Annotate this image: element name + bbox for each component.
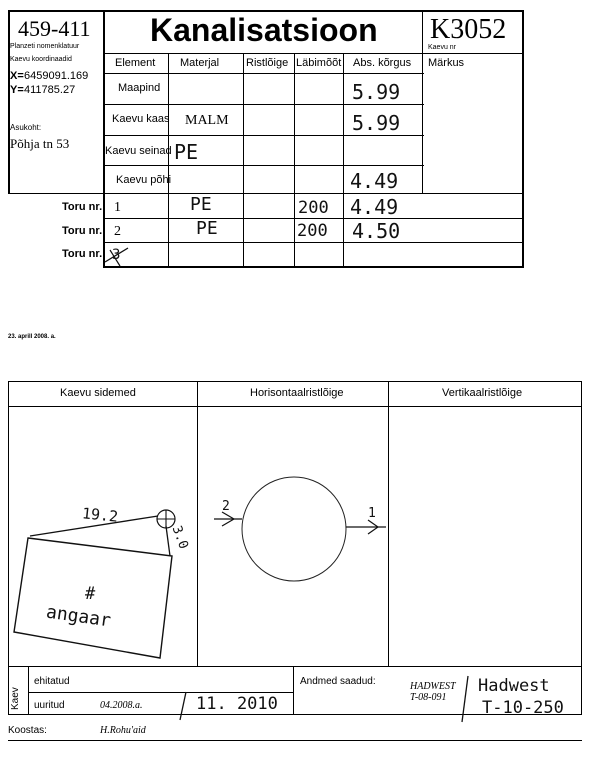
coords-label: Kaevu koordinaadid	[10, 56, 72, 63]
row-element: Kaevu seinad	[105, 145, 172, 157]
row-abs: 4.49	[350, 169, 399, 193]
pipe-label: Toru nr.	[62, 201, 103, 213]
pipe-nr: 2	[114, 224, 121, 239]
col-abs-korgus: Abs. kõrgus	[353, 57, 412, 69]
row-abs: 5.99	[352, 111, 401, 135]
date-note: 23. aprill 2008. a.	[8, 334, 56, 340]
panel-sidemed-title: Kaevu sidemed	[60, 387, 136, 399]
planzeti-value: 459-411	[18, 16, 91, 41]
uuritud-label: uuritud	[34, 700, 65, 711]
pipe-out-arrow	[346, 520, 386, 534]
kaevu-nr-value: K3052	[430, 14, 507, 45]
uuritud-value: 04.2008.a.	[100, 700, 143, 711]
x-label: X=	[10, 70, 24, 82]
koostas-label: Koostas:	[8, 725, 47, 736]
pipe-label: Toru nr.	[62, 248, 103, 260]
sketch-dist-2: 3.0	[168, 523, 191, 552]
col-markus: Märkus	[428, 57, 465, 69]
signature-2: T-10-250	[482, 698, 564, 718]
planzeti-label: Planzeti nomenklatuur	[10, 43, 80, 50]
y-label: Y=	[10, 84, 24, 96]
andmed-value-2: T-08-091	[410, 692, 447, 703]
koostas-value: H.Rohu'aid	[100, 725, 146, 736]
ehitatud-label: ehitatud	[34, 676, 70, 687]
asukoht-label: Asukoht:	[10, 123, 42, 132]
asukoht-value: Põhja tn 53	[10, 136, 70, 151]
pipe-labimoot: 200	[298, 198, 329, 218]
pipe-nr: 1	[114, 200, 121, 215]
pipe-abs: 4.50	[352, 219, 401, 243]
pipe-abs: 4.49	[350, 195, 399, 219]
pipe-in-arrow	[214, 512, 242, 526]
pipe-in-label: 2	[222, 499, 230, 514]
row-abs: 5.99	[352, 80, 401, 104]
manhole-circle	[242, 477, 346, 581]
kaev-label: Kaev	[10, 687, 21, 710]
pipe-out-label: 1	[368, 506, 376, 521]
panel-vertikaal-title: Vertikaalristlõige	[442, 387, 523, 399]
hand-slash	[462, 676, 468, 722]
page-title: Kanalisatsioon	[150, 12, 378, 48]
pipe-materjal: PE	[190, 194, 212, 215]
kaevu-nr-label: Kaevu nr	[428, 44, 457, 51]
pipe-nr: 3	[112, 247, 121, 263]
pipe-label: Toru nr.	[62, 225, 103, 237]
panel-horisontaal-title: Horisontaalristlõige	[250, 387, 344, 399]
row-element: Kaevu põhi	[116, 174, 172, 186]
row-materjal: MALM	[185, 113, 229, 128]
col-ristloige: Ristlõige	[246, 57, 289, 69]
hand-slash	[180, 692, 186, 720]
row-materjal: PE	[174, 140, 199, 164]
pipe-labimoot: 200	[297, 221, 328, 241]
col-labimoot: Läbimõõt	[296, 57, 342, 69]
uuritud-hand: 11. 2010	[196, 694, 278, 714]
building-label: angaar	[44, 601, 113, 632]
x-value: 6459091.169	[24, 70, 89, 82]
row-element: Kaevu kaas	[112, 113, 170, 125]
y-value: 411785.27	[24, 84, 76, 96]
andmed-label: Andmed saadud:	[300, 676, 376, 687]
signature-1: Hadwest	[478, 676, 550, 696]
building-mark: #	[85, 584, 96, 604]
sketch-dist-1: 19.2	[81, 504, 119, 526]
row-element: Maapind	[118, 82, 161, 94]
col-element: Element	[115, 57, 156, 69]
col-materjal: Materjal	[180, 57, 220, 69]
manhole-symbol	[157, 510, 175, 528]
andmed-value-1: HADWEST	[410, 681, 456, 692]
pipe-materjal: PE	[196, 218, 218, 239]
